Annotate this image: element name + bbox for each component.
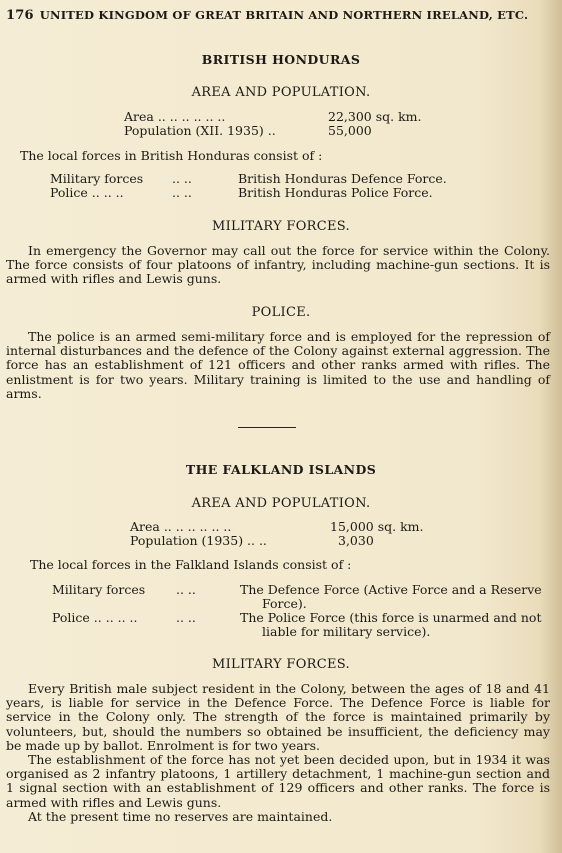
police-paragraph (6, 330, 550, 401)
paragraph-text: At the present time no reserves are maintained. (28, 808, 333, 824)
running-title: UNITED KINGDOM OF GREAT BRITAIN AND NORTHERN IRELAND, ETC. (39, 8, 529, 22)
section-title-british-honduras: BRITISH HONDURAS (201, 52, 361, 67)
paragraph-text: Every British male subject resident in the Colony, between the ages of 18 and 41 years, is liable for service in the Defence Force. The Defence Force is liable for service in the Colony only. The strength of the force is maintained primarily by volunteers, but, should the numbers so obtained be insufficient, the deficiency may be made up by ballot. Enrolment is for two years. (6, 681, 550, 753)
forces-row (50, 186, 530, 200)
area-label: Area .. .. .. .. .. .. (124, 109, 226, 124)
section-title-falkland-islands: THE FALKLAND ISLANDS (185, 462, 377, 477)
population-row (124, 124, 434, 138)
forces-name: Police .. .. .. (50, 185, 124, 200)
forces-value (240, 611, 552, 639)
forces-list (50, 172, 530, 200)
forces-leader-dots: .. .. (172, 185, 192, 200)
forces-row (52, 611, 552, 641)
forces-value-line: Force). (262, 596, 307, 611)
paragraph-text: The establishment of the force has not yet been decided upon, but in 1934 it was organised as 2 infantry platoons, 1 artillery detachment, 1 machine-gun section and 1 signal section with an establishment of 129 officers and other ranks. The force is armed with rifles and Lewis guns. (6, 752, 550, 810)
forces-name: Police .. .. .. .. (52, 610, 138, 625)
area-population-heading: AREA AND POPULATION. (191, 496, 371, 511)
population-label: Population (XII. 1935) .. (124, 123, 276, 138)
forces-value: British Honduras Defence Force. (238, 171, 447, 186)
forces-value-line: The Defence Force (Active Force and a Reserve (240, 582, 542, 597)
forces-row (50, 172, 530, 186)
forces-intro: The local forces in the Falkland Islands consist of : (30, 557, 352, 572)
forces-name: Military forces (52, 582, 146, 597)
area-population-heading: AREA AND POPULATION. (191, 85, 371, 100)
police-heading: POLICE. (251, 305, 311, 320)
area-label: Area .. .. .. .. .. .. (130, 519, 232, 534)
area-row (130, 520, 440, 534)
forces-value (240, 583, 552, 611)
forces-row (52, 583, 552, 613)
forces-leader-dots: .. .. (176, 610, 196, 625)
population-value: 3,030 (338, 533, 374, 548)
forces-name: Military forces (50, 171, 144, 186)
military-forces-paragraph (6, 682, 550, 824)
forces-value-line: liable for military service). (262, 624, 431, 639)
forces-leader-dots: .. .. (172, 171, 192, 186)
military-forces-heading: MILITARY FORCES. (212, 219, 350, 234)
page-number: 176 (6, 8, 34, 23)
population-value: 55,000 (328, 123, 372, 138)
section-divider (238, 427, 296, 428)
forces-value: British Honduras Police Force. (238, 185, 433, 200)
population-label: Population (1935) .. .. (130, 533, 267, 548)
area-row (124, 110, 434, 124)
forces-leader-dots: .. .. (176, 582, 196, 597)
paragraph-text: The police is an armed semi-military force and is employed for the repression of internal disturbances and the defence of the Colony against external aggression. The force has an establishment of 121 officers and other ranks armed with rifles. The enlistment is for two years. Military training is limited to the use and handling of arms. (6, 329, 550, 401)
area-value: 22,300 sq. km. (328, 109, 422, 124)
running-header (6, 8, 546, 23)
forces-intro: The local forces in British Honduras consist of : (20, 148, 323, 163)
paragraph-text: In emergency the Governor may call out the force for service within the Colony. The force consists of four platoons of infantry, including machine-gun sections. It is armed with rifles and Lewis guns. (6, 243, 550, 287)
military-forces-heading: MILITARY FORCES. (212, 657, 350, 672)
population-row (130, 534, 440, 548)
area-value: 15,000 sq. km. (330, 519, 424, 534)
forces-value-line: The Police Force (this force is unarmed and not (240, 610, 542, 625)
military-forces-paragraph (6, 244, 550, 287)
